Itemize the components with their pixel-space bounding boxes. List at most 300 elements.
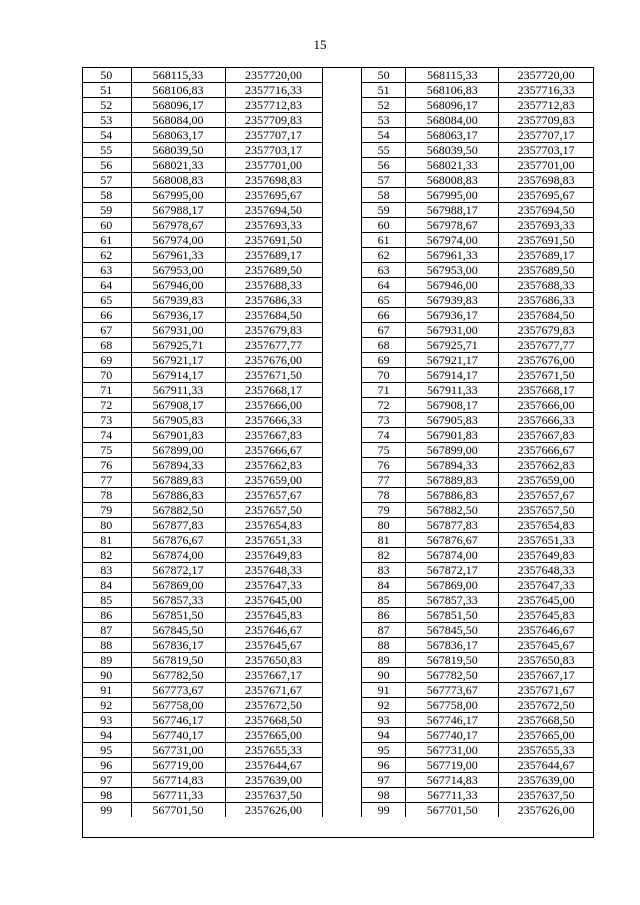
point-number-cell: 92 bbox=[82, 698, 131, 713]
point-number-cell: 53 bbox=[362, 113, 406, 128]
y-coordinate-cell: 2357666,00 bbox=[499, 398, 593, 413]
table-row-right bbox=[362, 308, 594, 323]
table-row-left bbox=[82, 743, 322, 758]
y-coordinate-cell: 2357650,83 bbox=[225, 653, 322, 668]
point-number-cell: 72 bbox=[362, 398, 406, 413]
x-coordinate-cell: 567914,17 bbox=[131, 368, 225, 383]
point-number-cell: 84 bbox=[82, 578, 131, 593]
y-coordinate-cell: 2357672,50 bbox=[225, 698, 322, 713]
y-coordinate-cell: 2357679,83 bbox=[225, 323, 322, 338]
x-coordinate-cell: 568115,33 bbox=[406, 68, 499, 83]
table-row-left bbox=[82, 503, 322, 518]
point-number-cell: 83 bbox=[82, 563, 131, 578]
point-number-cell: 66 bbox=[362, 308, 406, 323]
table-row-right bbox=[362, 578, 594, 593]
x-coordinate-cell: 567711,33 bbox=[406, 788, 499, 803]
x-coordinate-cell: 567946,00 bbox=[131, 278, 225, 293]
y-coordinate-cell: 2357684,50 bbox=[225, 308, 322, 323]
x-coordinate-cell: 567908,17 bbox=[131, 398, 225, 413]
point-number-cell: 58 bbox=[82, 188, 131, 203]
x-coordinate-cell: 567746,17 bbox=[131, 713, 225, 728]
x-coordinate-cell: 567889,83 bbox=[131, 473, 225, 488]
table-row-left bbox=[82, 83, 322, 98]
y-coordinate-cell: 2357644,67 bbox=[499, 758, 593, 773]
table-row-right bbox=[362, 743, 594, 758]
point-number-cell: 56 bbox=[82, 158, 131, 173]
x-coordinate-cell: 567869,00 bbox=[406, 578, 499, 593]
table-row-left bbox=[82, 458, 322, 473]
y-coordinate-cell: 2357654,83 bbox=[499, 518, 593, 533]
table-row-left bbox=[82, 608, 322, 623]
point-number-cell: 55 bbox=[362, 143, 406, 158]
point-number-cell: 70 bbox=[362, 368, 406, 383]
point-number-cell: 90 bbox=[362, 668, 406, 683]
table-row-left bbox=[82, 188, 322, 203]
table-row-left bbox=[82, 338, 322, 353]
y-coordinate-cell: 2357657,50 bbox=[499, 503, 593, 518]
table-row-right bbox=[362, 383, 594, 398]
table-row-left bbox=[82, 443, 322, 458]
x-coordinate-cell: 567939,83 bbox=[406, 293, 499, 308]
point-number-cell: 95 bbox=[82, 743, 131, 758]
table-row-left bbox=[82, 758, 322, 773]
x-coordinate-cell: 568063,17 bbox=[131, 128, 225, 143]
point-number-cell: 76 bbox=[82, 458, 131, 473]
point-number-cell: 98 bbox=[82, 788, 131, 803]
table-row-left bbox=[82, 548, 322, 563]
table-row-left bbox=[82, 653, 322, 668]
x-coordinate-cell: 567931,00 bbox=[131, 323, 225, 338]
point-number-cell: 73 bbox=[362, 413, 406, 428]
point-number-cell: 86 bbox=[82, 608, 131, 623]
x-coordinate-cell: 567978,67 bbox=[131, 218, 225, 233]
table-row-left bbox=[82, 638, 322, 653]
table-row-left bbox=[82, 578, 322, 593]
table-row-left bbox=[82, 788, 322, 803]
point-number-cell: 75 bbox=[82, 443, 131, 458]
x-coordinate-cell: 567946,00 bbox=[406, 278, 499, 293]
x-coordinate-cell: 568063,17 bbox=[406, 128, 499, 143]
y-coordinate-cell: 2357665,00 bbox=[225, 728, 322, 743]
x-coordinate-cell: 567877,83 bbox=[406, 518, 499, 533]
table-row-left bbox=[82, 68, 322, 83]
point-number-cell: 88 bbox=[82, 638, 131, 653]
table-row-right bbox=[362, 473, 594, 488]
table-row-right bbox=[362, 518, 594, 533]
x-coordinate-cell: 567876,67 bbox=[131, 533, 225, 548]
y-coordinate-cell: 2357667,83 bbox=[499, 428, 593, 443]
y-coordinate-cell: 2357649,83 bbox=[499, 548, 593, 563]
y-coordinate-cell: 2357671,67 bbox=[499, 683, 593, 698]
table-row-left bbox=[82, 668, 322, 683]
table-row-right bbox=[362, 413, 594, 428]
x-coordinate-cell: 567925,71 bbox=[131, 338, 225, 353]
y-coordinate-cell: 2357720,00 bbox=[225, 68, 322, 83]
x-coordinate-cell: 567872,17 bbox=[406, 563, 499, 578]
y-coordinate-cell: 2357666,33 bbox=[225, 413, 322, 428]
y-coordinate-cell: 2357645,67 bbox=[225, 638, 322, 653]
point-number-cell: 72 bbox=[82, 398, 131, 413]
point-number-cell: 99 bbox=[82, 803, 131, 818]
x-coordinate-cell: 568021,33 bbox=[131, 158, 225, 173]
y-coordinate-cell: 2357651,33 bbox=[499, 533, 593, 548]
x-coordinate-cell: 567851,50 bbox=[131, 608, 225, 623]
table-row-left bbox=[82, 248, 322, 263]
point-number-cell: 61 bbox=[82, 233, 131, 248]
x-coordinate-cell: 567886,83 bbox=[406, 488, 499, 503]
point-number-cell: 67 bbox=[362, 323, 406, 338]
x-coordinate-cell: 567740,17 bbox=[406, 728, 499, 743]
x-coordinate-cell: 567714,83 bbox=[131, 773, 225, 788]
table-row-right bbox=[362, 653, 594, 668]
table-row-right bbox=[362, 488, 594, 503]
y-coordinate-cell: 2357707,17 bbox=[225, 128, 322, 143]
y-coordinate-cell: 2357668,50 bbox=[225, 713, 322, 728]
y-coordinate-cell: 2357701,00 bbox=[499, 158, 593, 173]
y-coordinate-cell: 2357671,67 bbox=[225, 683, 322, 698]
x-coordinate-cell: 567836,17 bbox=[131, 638, 225, 653]
point-number-cell: 55 bbox=[82, 143, 131, 158]
point-number-cell: 58 bbox=[362, 188, 406, 203]
y-coordinate-cell: 2357657,50 bbox=[225, 503, 322, 518]
y-coordinate-cell: 2357648,33 bbox=[225, 563, 322, 578]
point-number-cell: 89 bbox=[82, 653, 131, 668]
x-coordinate-cell: 567845,50 bbox=[131, 623, 225, 638]
y-coordinate-cell: 2357626,00 bbox=[499, 803, 593, 818]
x-coordinate-cell: 567714,83 bbox=[406, 773, 499, 788]
x-coordinate-cell: 567961,33 bbox=[131, 248, 225, 263]
point-number-cell: 74 bbox=[82, 428, 131, 443]
y-coordinate-cell: 2357712,83 bbox=[225, 98, 322, 113]
point-number-cell: 61 bbox=[362, 233, 406, 248]
x-coordinate-cell: 567773,67 bbox=[131, 683, 225, 698]
y-coordinate-cell: 2357691,50 bbox=[499, 233, 593, 248]
point-number-cell: 57 bbox=[82, 173, 131, 188]
x-coordinate-cell: 567886,83 bbox=[131, 488, 225, 503]
coordinates-table-left bbox=[82, 68, 323, 817]
table-row-left bbox=[82, 293, 322, 308]
table-row-right bbox=[362, 68, 594, 83]
table-row-right bbox=[362, 638, 594, 653]
table-row-left bbox=[82, 563, 322, 578]
y-coordinate-cell: 2357650,83 bbox=[499, 653, 593, 668]
y-coordinate-cell: 2357689,17 bbox=[225, 248, 322, 263]
table-row-left bbox=[82, 308, 322, 323]
x-coordinate-cell: 567995,00 bbox=[406, 188, 499, 203]
point-number-cell: 96 bbox=[362, 758, 406, 773]
point-number-cell: 77 bbox=[362, 473, 406, 488]
x-coordinate-cell: 567782,50 bbox=[131, 668, 225, 683]
point-number-cell: 79 bbox=[82, 503, 131, 518]
y-coordinate-cell: 2357657,67 bbox=[225, 488, 322, 503]
table-row-right bbox=[362, 713, 594, 728]
y-coordinate-cell: 2357668,17 bbox=[499, 383, 593, 398]
point-number-cell: 73 bbox=[82, 413, 131, 428]
table-row-right bbox=[362, 428, 594, 443]
x-coordinate-cell: 567711,33 bbox=[131, 788, 225, 803]
x-coordinate-cell: 567731,00 bbox=[131, 743, 225, 758]
table-row-left bbox=[82, 488, 322, 503]
y-coordinate-cell: 2357645,83 bbox=[225, 608, 322, 623]
x-coordinate-cell: 567988,17 bbox=[406, 203, 499, 218]
x-coordinate-cell: 567974,00 bbox=[131, 233, 225, 248]
y-coordinate-cell: 2357709,83 bbox=[225, 113, 322, 128]
x-coordinate-cell: 567701,50 bbox=[131, 803, 225, 818]
x-coordinate-cell: 567995,00 bbox=[131, 188, 225, 203]
x-coordinate-cell: 567953,00 bbox=[406, 263, 499, 278]
y-coordinate-cell: 2357646,67 bbox=[499, 623, 593, 638]
table-row-left bbox=[82, 143, 322, 158]
x-coordinate-cell: 568039,50 bbox=[131, 143, 225, 158]
y-coordinate-cell: 2357720,00 bbox=[499, 68, 593, 83]
point-number-cell: 69 bbox=[82, 353, 131, 368]
point-number-cell: 93 bbox=[362, 713, 406, 728]
table-row-right bbox=[362, 98, 594, 113]
y-coordinate-cell: 2357671,50 bbox=[225, 368, 322, 383]
point-number-cell: 97 bbox=[362, 773, 406, 788]
y-coordinate-cell: 2357639,00 bbox=[225, 773, 322, 788]
y-coordinate-cell: 2357648,33 bbox=[499, 563, 593, 578]
x-coordinate-cell: 567894,33 bbox=[406, 458, 499, 473]
table-row-right bbox=[362, 773, 594, 788]
y-coordinate-cell: 2357712,83 bbox=[499, 98, 593, 113]
table-row-right bbox=[362, 128, 594, 143]
point-number-cell: 81 bbox=[82, 533, 131, 548]
x-coordinate-cell: 567872,17 bbox=[131, 563, 225, 578]
point-number-cell: 95 bbox=[362, 743, 406, 758]
y-coordinate-cell: 2357698,83 bbox=[499, 173, 593, 188]
table-row-right bbox=[362, 728, 594, 743]
table-row-right bbox=[362, 218, 594, 233]
x-coordinate-cell: 567857,33 bbox=[131, 593, 225, 608]
x-coordinate-cell: 568084,00 bbox=[131, 113, 225, 128]
point-number-cell: 77 bbox=[82, 473, 131, 488]
x-coordinate-cell: 567758,00 bbox=[406, 698, 499, 713]
point-number-cell: 84 bbox=[362, 578, 406, 593]
y-coordinate-cell: 2357645,83 bbox=[499, 608, 593, 623]
x-coordinate-cell: 567921,17 bbox=[131, 353, 225, 368]
point-number-cell: 92 bbox=[362, 698, 406, 713]
point-number-cell: 96 bbox=[82, 758, 131, 773]
point-number-cell: 98 bbox=[362, 788, 406, 803]
table-row-right bbox=[362, 248, 594, 263]
y-coordinate-cell: 2357677,77 bbox=[225, 338, 322, 353]
x-coordinate-cell: 567901,83 bbox=[406, 428, 499, 443]
point-number-cell: 69 bbox=[362, 353, 406, 368]
table-row-right bbox=[362, 338, 594, 353]
point-number-cell: 68 bbox=[362, 338, 406, 353]
x-coordinate-cell: 567974,00 bbox=[406, 233, 499, 248]
point-number-cell: 68 bbox=[82, 338, 131, 353]
y-coordinate-cell: 2357709,83 bbox=[499, 113, 593, 128]
y-coordinate-cell: 2357667,83 bbox=[225, 428, 322, 443]
x-coordinate-cell: 567836,17 bbox=[406, 638, 499, 653]
table-row-left bbox=[82, 593, 322, 608]
point-number-cell: 87 bbox=[82, 623, 131, 638]
table-row-left bbox=[82, 698, 322, 713]
x-coordinate-cell: 568106,83 bbox=[131, 83, 225, 98]
point-number-cell: 85 bbox=[82, 593, 131, 608]
y-coordinate-cell: 2357672,50 bbox=[499, 698, 593, 713]
x-coordinate-cell: 567874,00 bbox=[406, 548, 499, 563]
y-coordinate-cell: 2357691,50 bbox=[225, 233, 322, 248]
y-coordinate-cell: 2357698,83 bbox=[225, 173, 322, 188]
x-coordinate-cell: 567899,00 bbox=[406, 443, 499, 458]
point-number-cell: 62 bbox=[362, 248, 406, 263]
y-coordinate-cell: 2357677,77 bbox=[499, 338, 593, 353]
table-row-right bbox=[362, 623, 594, 638]
point-number-cell: 80 bbox=[82, 518, 131, 533]
y-coordinate-cell: 2357695,67 bbox=[225, 188, 322, 203]
table-row-left bbox=[82, 518, 322, 533]
point-number-cell: 50 bbox=[82, 68, 131, 83]
x-coordinate-cell: 567911,33 bbox=[406, 383, 499, 398]
point-number-cell: 82 bbox=[82, 548, 131, 563]
point-number-cell: 76 bbox=[362, 458, 406, 473]
table-row-right bbox=[362, 233, 594, 248]
x-coordinate-cell: 567988,17 bbox=[131, 203, 225, 218]
point-number-cell: 78 bbox=[362, 488, 406, 503]
y-coordinate-cell: 2357666,00 bbox=[225, 398, 322, 413]
y-coordinate-cell: 2357666,67 bbox=[225, 443, 322, 458]
table-row-right bbox=[362, 83, 594, 98]
point-number-cell: 52 bbox=[82, 98, 131, 113]
y-coordinate-cell: 2357659,00 bbox=[225, 473, 322, 488]
y-coordinate-cell: 2357676,00 bbox=[499, 353, 593, 368]
x-coordinate-cell: 567782,50 bbox=[406, 668, 499, 683]
point-number-cell: 57 bbox=[362, 173, 406, 188]
table-row-right bbox=[362, 368, 594, 383]
point-number-cell: 78 bbox=[82, 488, 131, 503]
y-coordinate-cell: 2357651,33 bbox=[225, 533, 322, 548]
point-number-cell: 60 bbox=[362, 218, 406, 233]
table-row-right bbox=[362, 758, 594, 773]
y-coordinate-cell: 2357701,00 bbox=[225, 158, 322, 173]
y-coordinate-cell: 2357646,67 bbox=[225, 623, 322, 638]
y-coordinate-cell: 2357645,00 bbox=[499, 593, 593, 608]
point-number-cell: 54 bbox=[362, 128, 406, 143]
table-row-left bbox=[82, 398, 322, 413]
x-coordinate-cell: 568096,17 bbox=[131, 98, 225, 113]
x-coordinate-cell: 567889,83 bbox=[406, 473, 499, 488]
table-row-right bbox=[362, 173, 594, 188]
y-coordinate-cell: 2357637,50 bbox=[499, 788, 593, 803]
table-row-right bbox=[362, 803, 594, 818]
table-row-left bbox=[82, 113, 322, 128]
y-coordinate-cell: 2357645,00 bbox=[225, 593, 322, 608]
x-coordinate-cell: 567911,33 bbox=[131, 383, 225, 398]
table-row-right bbox=[362, 593, 594, 608]
point-number-cell: 65 bbox=[82, 293, 131, 308]
table-row-left bbox=[82, 263, 322, 278]
x-coordinate-cell: 567953,00 bbox=[131, 263, 225, 278]
x-coordinate-cell: 567961,33 bbox=[406, 248, 499, 263]
x-coordinate-cell: 567908,17 bbox=[406, 398, 499, 413]
y-coordinate-cell: 2357679,83 bbox=[499, 323, 593, 338]
x-coordinate-cell: 568084,00 bbox=[406, 113, 499, 128]
x-coordinate-cell: 568039,50 bbox=[406, 143, 499, 158]
table-row-right bbox=[362, 323, 594, 338]
table-row-left bbox=[82, 773, 322, 788]
table-row-left bbox=[82, 218, 322, 233]
y-coordinate-cell: 2357666,67 bbox=[499, 443, 593, 458]
table-row-left bbox=[82, 368, 322, 383]
y-coordinate-cell: 2357716,33 bbox=[499, 83, 593, 98]
point-number-cell: 80 bbox=[362, 518, 406, 533]
point-number-cell: 50 bbox=[362, 68, 406, 83]
table-row-right bbox=[362, 668, 594, 683]
table-row-right bbox=[362, 533, 594, 548]
table-row-right bbox=[362, 698, 594, 713]
x-coordinate-cell: 567857,33 bbox=[406, 593, 499, 608]
y-coordinate-cell: 2357668,50 bbox=[499, 713, 593, 728]
x-coordinate-cell: 567819,50 bbox=[131, 653, 225, 668]
table-row-left bbox=[82, 173, 322, 188]
point-number-cell: 90 bbox=[82, 668, 131, 683]
point-number-cell: 85 bbox=[362, 593, 406, 608]
table-row-left bbox=[82, 683, 322, 698]
table-row-right bbox=[362, 293, 594, 308]
table-row-left bbox=[82, 728, 322, 743]
table-row-right bbox=[362, 398, 594, 413]
point-number-cell: 74 bbox=[362, 428, 406, 443]
y-coordinate-cell: 2357637,50 bbox=[225, 788, 322, 803]
point-number-cell: 59 bbox=[82, 203, 131, 218]
y-coordinate-cell: 2357689,17 bbox=[499, 248, 593, 263]
y-coordinate-cell: 2357644,67 bbox=[225, 758, 322, 773]
y-coordinate-cell: 2357689,50 bbox=[499, 263, 593, 278]
point-number-cell: 89 bbox=[362, 653, 406, 668]
x-coordinate-cell: 567882,50 bbox=[406, 503, 499, 518]
x-coordinate-cell: 567851,50 bbox=[406, 608, 499, 623]
y-coordinate-cell: 2357647,33 bbox=[225, 578, 322, 593]
y-coordinate-cell: 2357662,83 bbox=[225, 458, 322, 473]
x-coordinate-cell: 567882,50 bbox=[131, 503, 225, 518]
table-row-right bbox=[362, 788, 594, 803]
point-number-cell: 71 bbox=[362, 383, 406, 398]
x-coordinate-cell: 567731,00 bbox=[406, 743, 499, 758]
x-coordinate-cell: 567931,00 bbox=[406, 323, 499, 338]
point-number-cell: 56 bbox=[362, 158, 406, 173]
point-number-cell: 99 bbox=[362, 803, 406, 818]
point-number-cell: 75 bbox=[362, 443, 406, 458]
point-number-cell: 65 bbox=[362, 293, 406, 308]
table-row-left bbox=[82, 713, 322, 728]
table-row-right bbox=[362, 158, 594, 173]
y-coordinate-cell: 2357693,33 bbox=[225, 218, 322, 233]
point-number-cell: 67 bbox=[82, 323, 131, 338]
y-coordinate-cell: 2357647,33 bbox=[499, 578, 593, 593]
table-row-left bbox=[82, 233, 322, 248]
table-row-right bbox=[362, 203, 594, 218]
point-number-cell: 97 bbox=[82, 773, 131, 788]
y-coordinate-cell: 2357655,33 bbox=[499, 743, 593, 758]
y-coordinate-cell: 2357649,83 bbox=[225, 548, 322, 563]
table-row-left bbox=[82, 98, 322, 113]
point-number-cell: 60 bbox=[82, 218, 131, 233]
x-coordinate-cell: 567936,17 bbox=[406, 308, 499, 323]
x-coordinate-cell: 567899,00 bbox=[131, 443, 225, 458]
y-coordinate-cell: 2357689,50 bbox=[225, 263, 322, 278]
x-coordinate-cell: 567876,67 bbox=[406, 533, 499, 548]
y-coordinate-cell: 2357676,00 bbox=[225, 353, 322, 368]
table-row-right bbox=[362, 683, 594, 698]
y-coordinate-cell: 2357667,17 bbox=[499, 668, 593, 683]
y-coordinate-cell: 2357688,33 bbox=[499, 278, 593, 293]
y-coordinate-cell: 2357645,67 bbox=[499, 638, 593, 653]
point-number-cell: 94 bbox=[362, 728, 406, 743]
x-coordinate-cell: 568008,83 bbox=[406, 173, 499, 188]
